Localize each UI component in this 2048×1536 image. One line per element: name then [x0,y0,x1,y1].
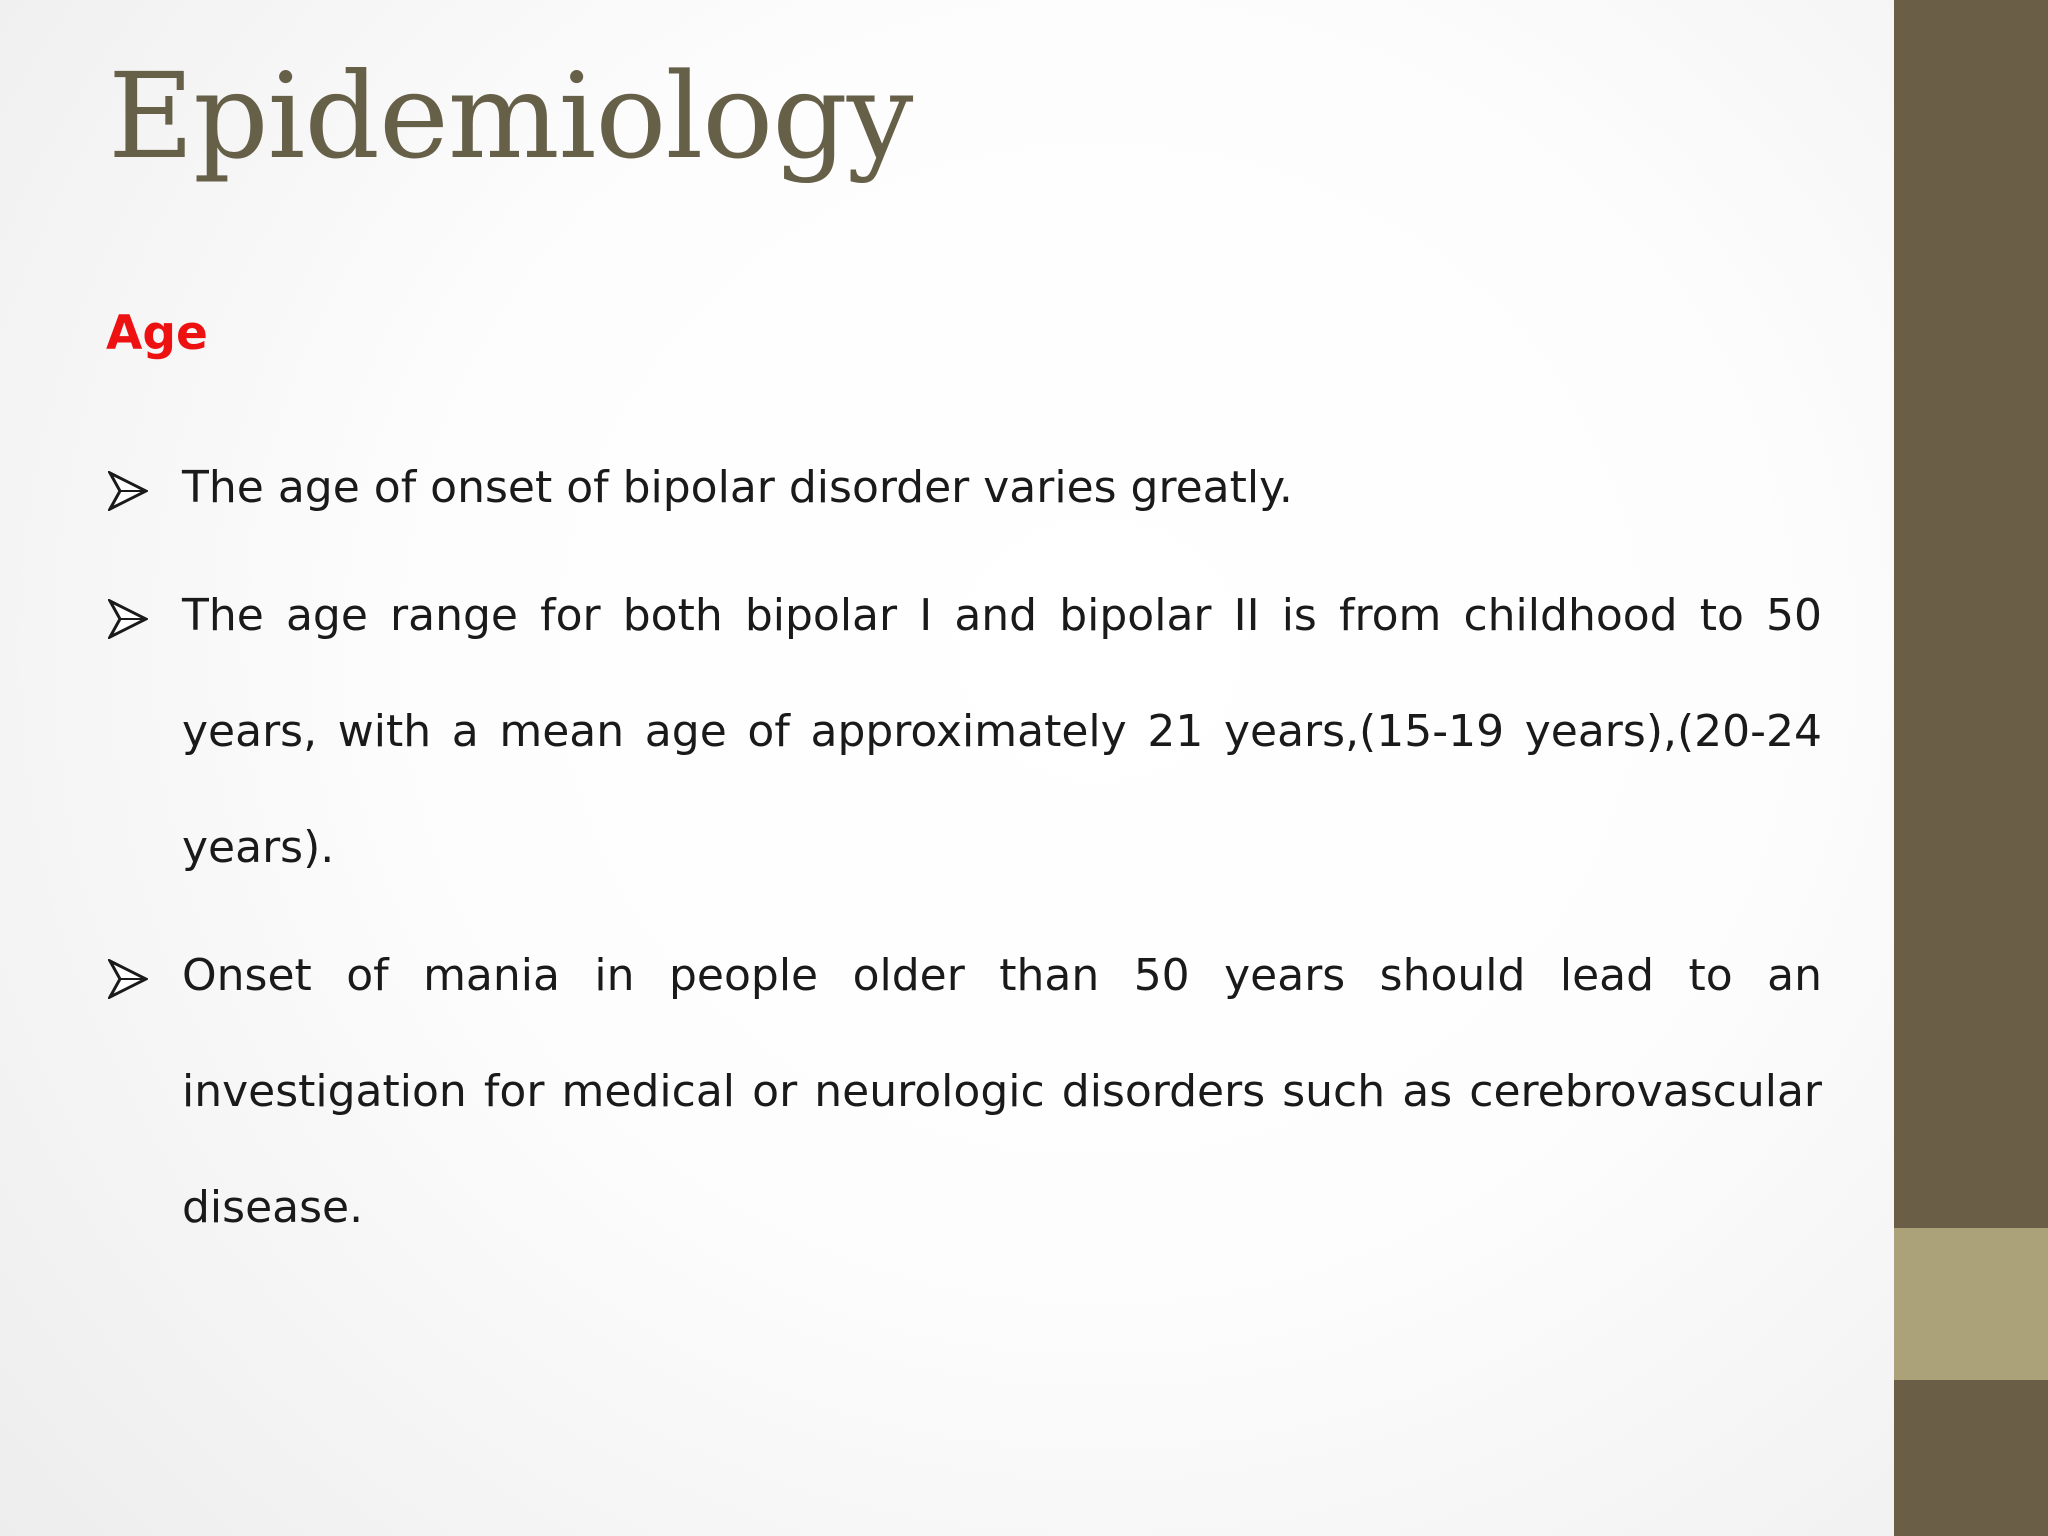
section-heading-age: Age [106,306,208,361]
bullet-text: The age of onset of bipolar disorder varies greatly. [182,462,1293,513]
bullet-text: Onset of mania in people older than 50 years should lead to an investigation for medical or neurologic disorders such as cerebrovascular disease. [182,950,1822,1233]
arrow-bullet-icon [108,959,148,999]
bullet-item [106,430,1822,546]
sidebar-accent-block [1894,1228,2048,1380]
arrow-bullet-icon [108,599,148,639]
bullet-list [106,430,1822,1278]
bullet-item [106,918,1822,1266]
arrow-bullet-icon [108,471,148,511]
bullet-text: The age range for both bipolar I and bipolar II is from childhood to 50 years, with a mean age of approximately 21 years,(15-19 years),(20-24 years). [182,590,1822,873]
slide-title: Epidemiology [108,47,913,185]
bullet-item [106,558,1822,906]
